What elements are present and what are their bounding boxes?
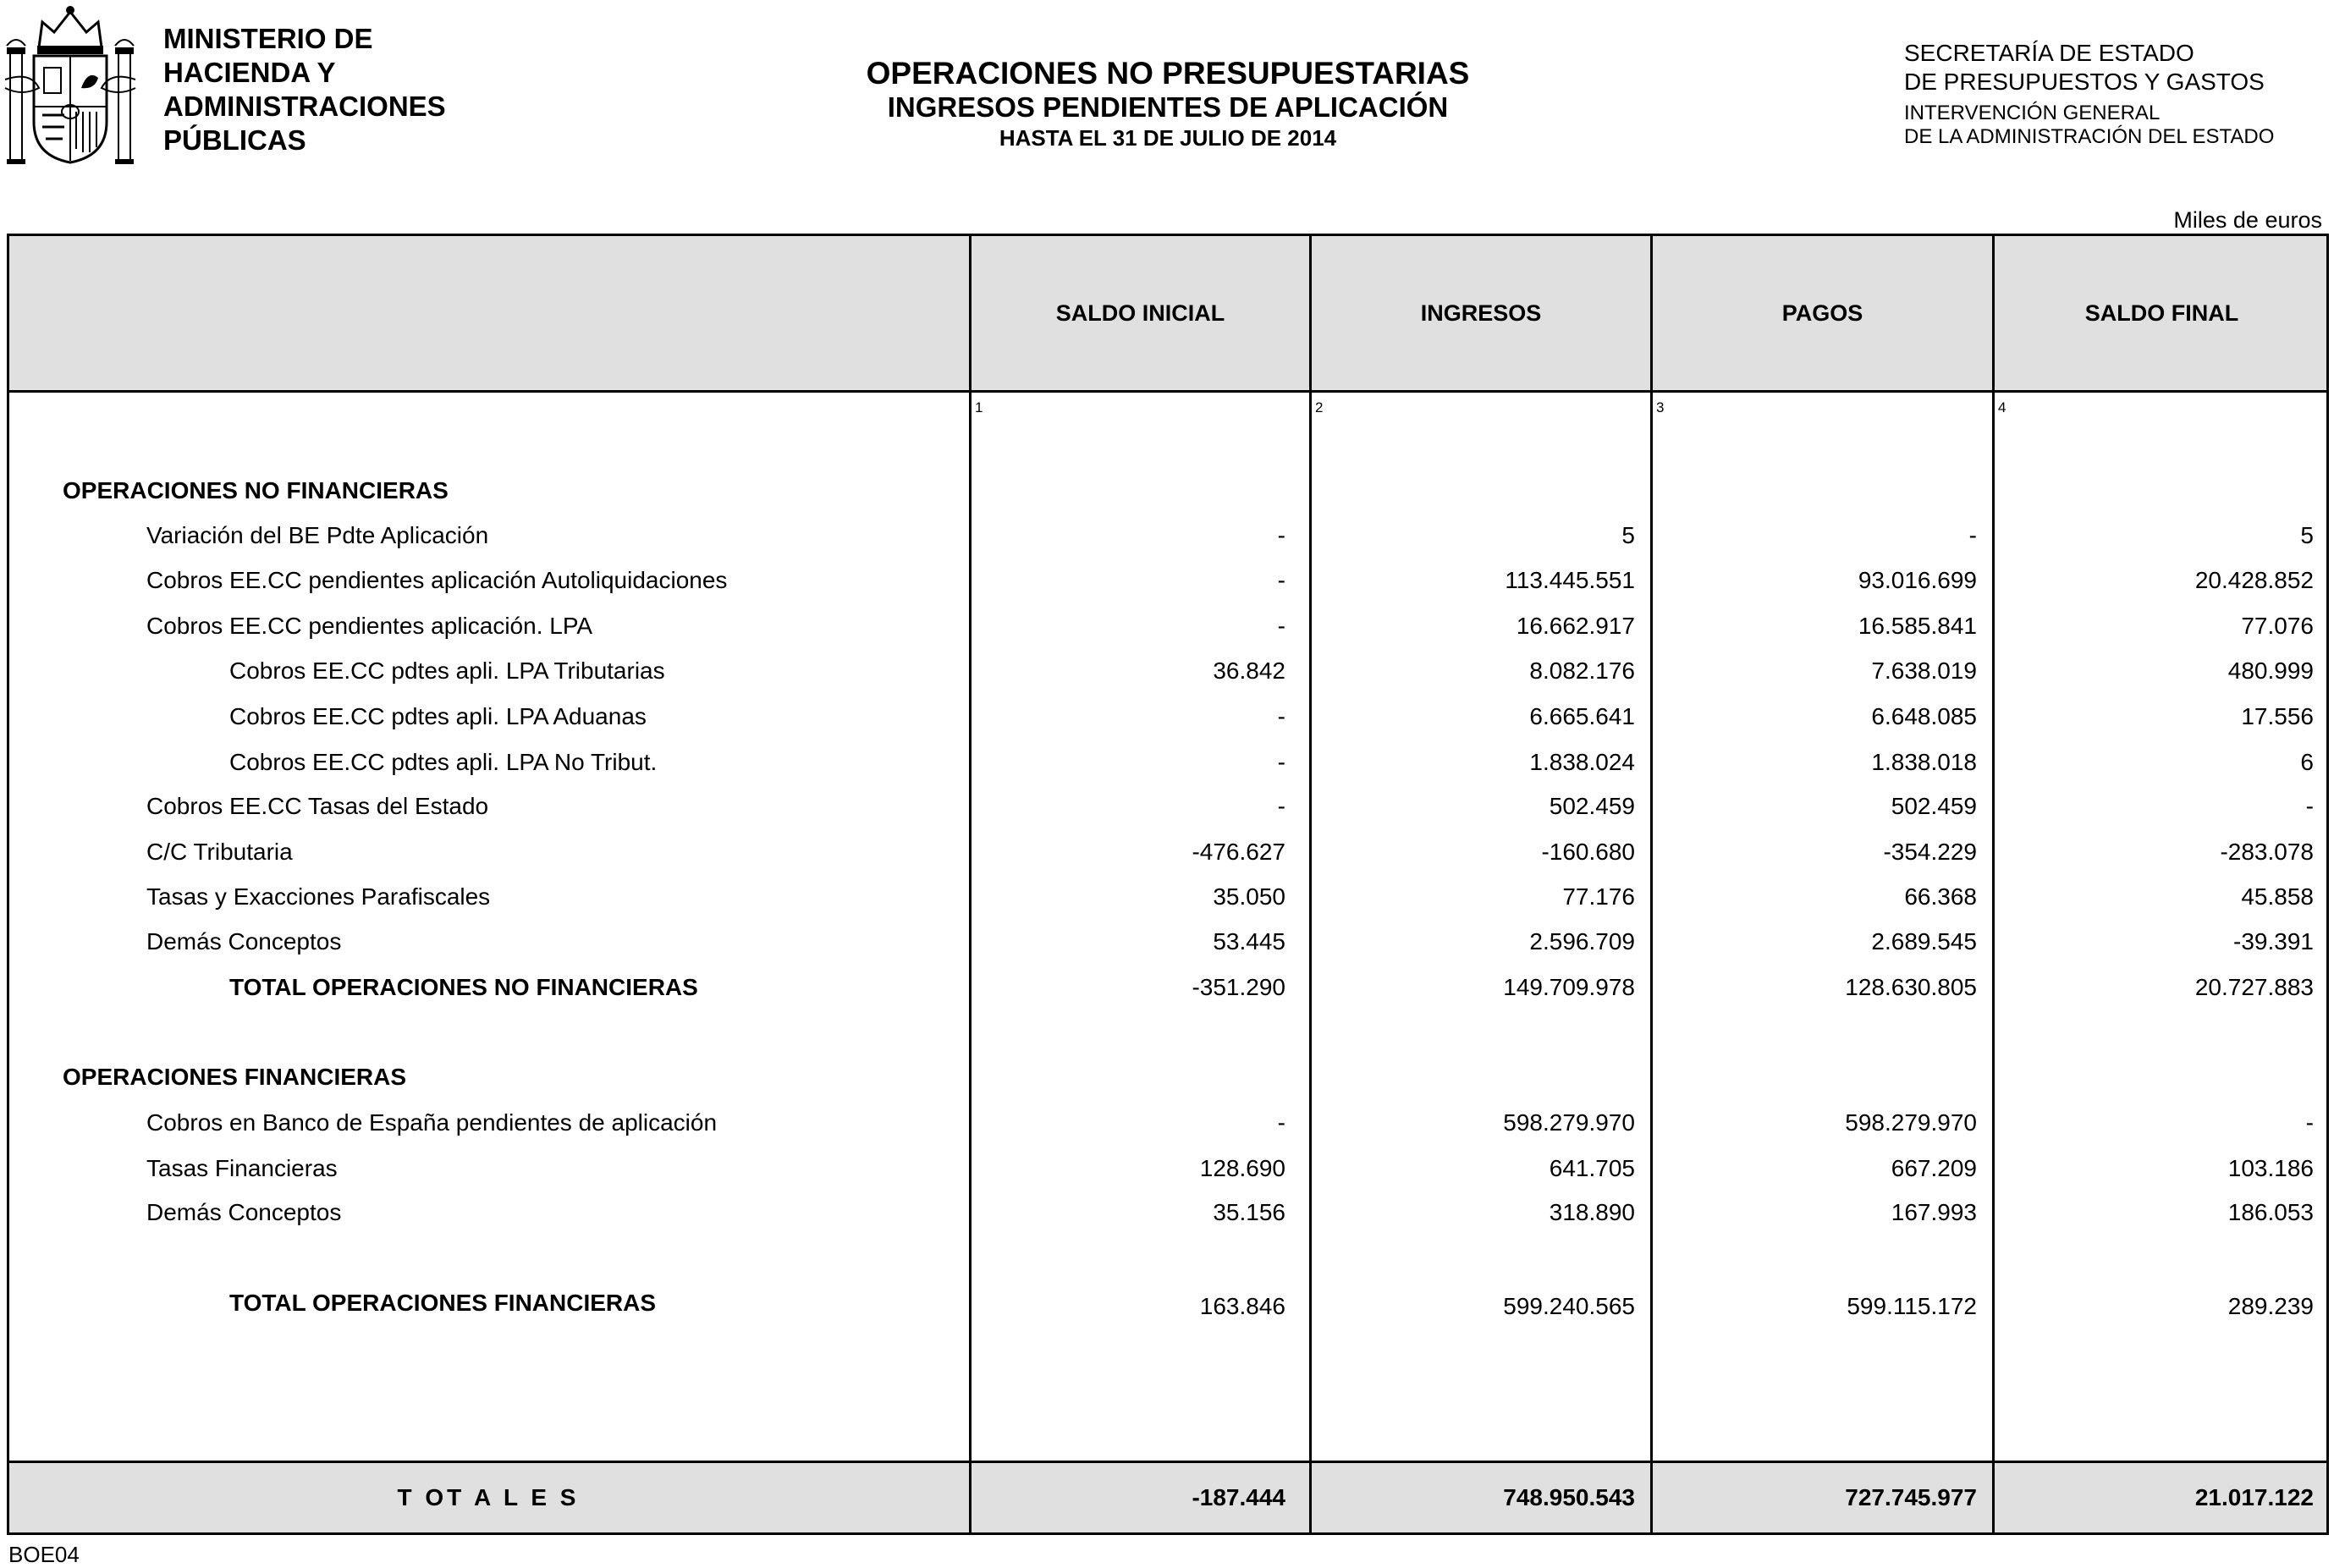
cell-ingresos: 1.838.024: [1529, 749, 1635, 775]
row-label: Cobros EE.CC pdtes apli. LPA No Tribut.: [229, 749, 658, 775]
total-pagos: 727.745.977: [1845, 1484, 1977, 1510]
column-number: 2: [1315, 399, 1324, 415]
ministry-line: HACIENDA Y: [163, 57, 336, 88]
cell-saldo-final: 17.556: [2241, 703, 2314, 729]
table-row: [7, 517, 2329, 554]
row-label: Tasas y Exacciones Parafiscales: [146, 883, 491, 910]
cell-ingresos: 113.445.551: [1505, 567, 1635, 593]
table-row: [7, 834, 2329, 871]
cell-pagos: 128.630.805: [1845, 974, 1977, 1000]
cell-saldo-inicial: 53.445: [1213, 928, 1285, 955]
cell-pagos: 7.638.019: [1871, 657, 1977, 684]
row-label: TOTAL OPERACIONES NO FINANCIERAS: [229, 974, 698, 1000]
cell-saldo-inicial: -: [1277, 793, 1285, 819]
units-label: Miles de euros: [2173, 207, 2322, 233]
cell-saldo-final: 20.727.883: [2194, 974, 2314, 1000]
cell-saldo-final: 480.999: [2227, 657, 2314, 684]
total-saldo-final: 21.017.122: [2194, 1484, 2314, 1510]
table-row: [7, 1194, 2329, 1231]
row-label: Demás Conceptos: [146, 1199, 342, 1225]
cell-ingresos: 5: [1621, 522, 1635, 548]
secretaria-line: DE PRESUPUESTOS Y GASTOS: [1904, 69, 2265, 95]
column-header-pagos: PAGOS: [1781, 300, 1863, 326]
cell-pagos: 1.838.018: [1871, 749, 1977, 775]
total-ingresos: 748.950.543: [1503, 1484, 1635, 1510]
cell-saldo-inicial: -: [1277, 749, 1285, 775]
row-label: OPERACIONES FINANCIERAS: [63, 1064, 407, 1090]
cell-saldo-final: 5: [2300, 522, 2314, 548]
cell-pagos: 93.016.699: [1858, 567, 1977, 593]
table-row: [7, 698, 2329, 735]
table-row: [7, 652, 2329, 690]
coat-of-arms-icon: [3, 3, 137, 168]
table-row: [7, 788, 2329, 825]
cell-ingresos: 16.662.917: [1516, 613, 1635, 639]
cell-saldo-final: -: [2305, 793, 2314, 819]
cell-ingresos: 149.709.978: [1503, 974, 1635, 1000]
row-label: Cobros EE.CC pdtes apli. LPA Tributarias: [229, 657, 665, 684]
cell-saldo-inicial: 163.846: [1199, 1293, 1285, 1319]
report-subtitle: INGRESOS PENDIENTES DE APLICACIÓN: [887, 91, 1449, 123]
cell-ingresos: 502.459: [1549, 793, 1635, 819]
cell-ingresos: 6.665.641: [1529, 703, 1635, 729]
column-number: 3: [1656, 399, 1665, 415]
total-saldo-inicial: -187.444: [1192, 1484, 1285, 1510]
cell-ingresos: 77.176: [1562, 883, 1635, 910]
cell-pagos: 598.279.970: [1845, 1109, 1977, 1136]
row-label: Variación del BE Pdte Aplicación: [146, 522, 489, 548]
table-row: [7, 608, 2329, 645]
cell-saldo-inicial: -: [1277, 567, 1285, 593]
row-label: TOTAL OPERACIONES FINANCIERAS: [229, 1290, 657, 1316]
row-label: Cobros EE.CC pdtes apli. LPA Aduanas: [229, 703, 647, 729]
cell-saldo-inicial: -: [1277, 522, 1285, 548]
subtotal-row: [7, 969, 2329, 1006]
intervencion-line: DE LA ADMINISTRACIÓN DEL ESTADO: [1904, 125, 2275, 148]
column-header-saldo-inicial: SALDO INICIAL: [1055, 300, 1225, 326]
cell-ingresos: -160.680: [1541, 839, 1635, 865]
row-label: Tasas Financieras: [146, 1155, 338, 1181]
cell-pagos: -354.229: [1883, 839, 1977, 865]
row-label: OPERACIONES NO FINANCIERAS: [63, 477, 449, 503]
row-label: Cobros en Banco de España pendientes de aplicación: [146, 1109, 718, 1136]
cell-saldo-inicial: -: [1277, 1109, 1285, 1136]
totals-row: [7, 1479, 2329, 1516]
cell-saldo-inicial: 128.690: [1199, 1155, 1285, 1181]
column-header-ingresos: INGRESOS: [1420, 300, 1542, 326]
cell-saldo-inicial: 36.842: [1213, 657, 1285, 684]
cell-ingresos: 318.890: [1549, 1199, 1635, 1225]
column-number: 1: [975, 399, 983, 415]
table-row: [7, 1104, 2329, 1142]
row-label: Demás Conceptos: [146, 928, 342, 955]
cell-saldo-final: -283.078: [2220, 839, 2314, 865]
totals-label: T OT A L E S: [397, 1484, 580, 1510]
cell-pagos: 2.689.545: [1871, 928, 1977, 955]
column-header-saldo-final: SALDO FINAL: [2084, 300, 2239, 326]
cell-saldo-final: 103.186: [2227, 1155, 2314, 1181]
subtotal-row: [7, 1285, 2329, 1322]
secretaria-block: [1904, 39, 2265, 96]
table-row: [7, 562, 2329, 599]
totals-divider: [7, 1461, 2329, 1463]
cell-pagos: 599.115.172: [1847, 1293, 1977, 1319]
row-label: C/C Tributaria: [146, 839, 293, 865]
cell-saldo-final: 20.428.852: [2194, 567, 2314, 593]
ministry-line: PÚBLICAS: [163, 124, 306, 156]
cell-ingresos: 599.240.565: [1503, 1293, 1635, 1319]
cell-saldo-final: 45.858: [2241, 883, 2314, 910]
section-row: [7, 1059, 2329, 1096]
table-row: [7, 744, 2329, 781]
ministry-line: ADMINISTRACIONES: [163, 91, 446, 122]
cell-saldo-inicial: -476.627: [1192, 839, 1285, 865]
row-label: Cobros EE.CC pendientes aplicación. LPA: [146, 613, 593, 639]
column-number: 4: [1998, 399, 2006, 415]
cell-pagos: 6.648.085: [1871, 703, 1977, 729]
cell-saldo-inicial: -: [1277, 613, 1285, 639]
row-label: Cobros EE.CC pendientes aplicación Autoliquidaciones: [146, 567, 728, 593]
cell-saldo-final: -39.391: [2233, 928, 2314, 955]
cell-saldo-inicial: 35.156: [1213, 1199, 1285, 1225]
report-period: HASTA EL 31 DE JULIO DE 2014: [999, 125, 1337, 151]
cell-pagos: 16.585.841: [1858, 613, 1977, 639]
cell-ingresos: 598.279.970: [1503, 1109, 1635, 1136]
cell-pagos: 167.993: [1891, 1199, 1977, 1225]
table-row: [7, 878, 2329, 916]
row-label: Cobros EE.CC Tasas del Estado: [146, 793, 489, 819]
report-title: OPERACIONES NO PRESUPUESTARIAS: [866, 56, 1470, 91]
cell-ingresos: 641.705: [1549, 1155, 1635, 1181]
cell-pagos: 667.209: [1891, 1155, 1977, 1181]
cell-saldo-final: 186.053: [2227, 1199, 2314, 1225]
cell-ingresos: 8.082.176: [1529, 657, 1635, 684]
ministry-line: MINISTERIO DE: [163, 23, 373, 54]
cell-saldo-inicial: 35.050: [1213, 883, 1285, 910]
cell-ingresos: 2.596.709: [1529, 928, 1635, 955]
secretaria-line: SECRETARÍA DE ESTADO: [1904, 40, 2194, 66]
section-row: [7, 472, 2329, 509]
ministry-name: [163, 22, 446, 157]
table-row: [7, 1150, 2329, 1187]
cell-saldo-inicial: -351.290: [1192, 974, 1285, 1000]
cell-saldo-final: -: [2305, 1109, 2314, 1136]
cell-saldo-final: 77.076: [2241, 613, 2314, 639]
cell-pagos: 66.368: [1904, 883, 1977, 910]
intervencion-line: INTERVENCIÓN GENERAL: [1904, 102, 2161, 124]
cell-saldo-inicial: -: [1277, 703, 1285, 729]
form-code: BOE04: [8, 1542, 80, 1567]
cell-saldo-final: 289.239: [2227, 1293, 2314, 1319]
cell-pagos: 502.459: [1891, 793, 1977, 819]
table-row: [7, 923, 2329, 960]
intervencion-block: [1904, 102, 2274, 149]
cell-saldo-final: 6: [2300, 749, 2314, 775]
cell-pagos: -: [1968, 522, 1977, 548]
